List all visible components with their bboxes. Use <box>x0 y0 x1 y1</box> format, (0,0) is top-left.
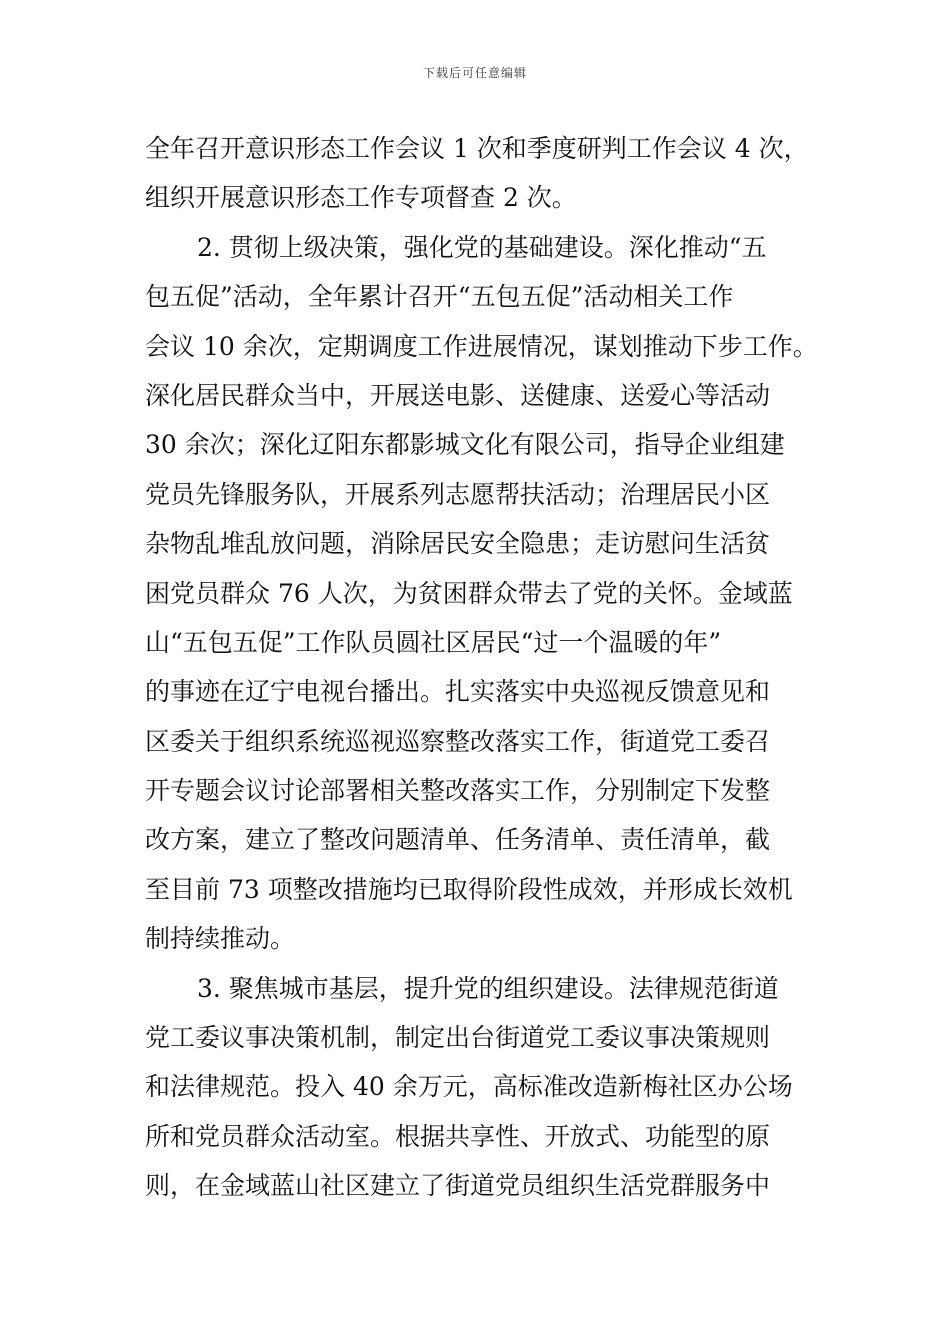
section-2-heading-line: 2. 贯彻上级决策，强化党的基础建设。深化推动“五 <box>197 232 767 262</box>
text-line: 困党员群众 76 人次，为贫困群众带去了党的关怀。金域蓝 <box>145 578 793 608</box>
text-line: 30 余次；深化辽阳东都影城文化有限公司，指导企业组建 <box>145 430 785 460</box>
text-line: 制持续推动。 <box>145 924 296 954</box>
text-line: 组织开展意识形态工作专项督查 2 次。 <box>145 183 577 213</box>
text-line: 和法律规范。投入 40 余万元，高标准改造新梅社区办公场 <box>145 1072 793 1102</box>
text-line: 杂物乱堆乱放问题，消除居民安全隐患；走访慰问生活贫 <box>145 529 771 559</box>
text-line: 至目前 73 项整改措施均已取得阶段性成效，并形成长效机 <box>145 874 793 904</box>
text-line: 则，在金域蓝山社区建立了街道党员组织生活党群服务中 <box>145 1171 771 1201</box>
text-line: 党员先锋服务队，开展系列志愿帮扶活动；治理居民小区 <box>145 479 771 509</box>
text-line: 区委关于组织系统巡视巡察整改落实工作，街道党工委召 <box>145 726 771 756</box>
text-line: 开专题会议讨论部署相关整改落实工作，分别制定下发整 <box>145 776 771 806</box>
text-line: 山“五包五促”工作队员圆社区居民“过一个温暖的年” <box>145 627 722 657</box>
text-line: 党工委议事决策机制，制定出台街道党工委议事决策规则 <box>145 1023 771 1053</box>
text-line: 所和党员群众活动室。根据共享性、开放式、功能型的原 <box>145 1121 771 1151</box>
text-line: 全年召开意识形态工作会议 1 次和季度研判工作会议 4 次， <box>145 134 809 163</box>
document-body <box>145 124 818 1211</box>
page-header-note: 下载后可任意编辑 <box>422 66 527 80</box>
text-line: 包五促”活动，全年累计召开“五包五促”活动相关工作 <box>145 282 734 312</box>
text-line: 会议 10 余次，定期调度工作进展情况，谋划推动下步工作。 <box>145 331 818 361</box>
text-line: 改方案，建立了整改问题清单、任务清单、责任清单，截 <box>145 825 771 855</box>
section-3-heading-line: 3. 聚焦城市基层，提升党的组织建设。法律规范街道 <box>197 973 779 1003</box>
text-line: 深化居民群众当中，开展送电影、送健康、送爱心等活动 <box>145 380 771 410</box>
text-line: 的事迹在辽宁电视台播出。扎实落实中央巡视反馈意见和 <box>145 677 771 707</box>
